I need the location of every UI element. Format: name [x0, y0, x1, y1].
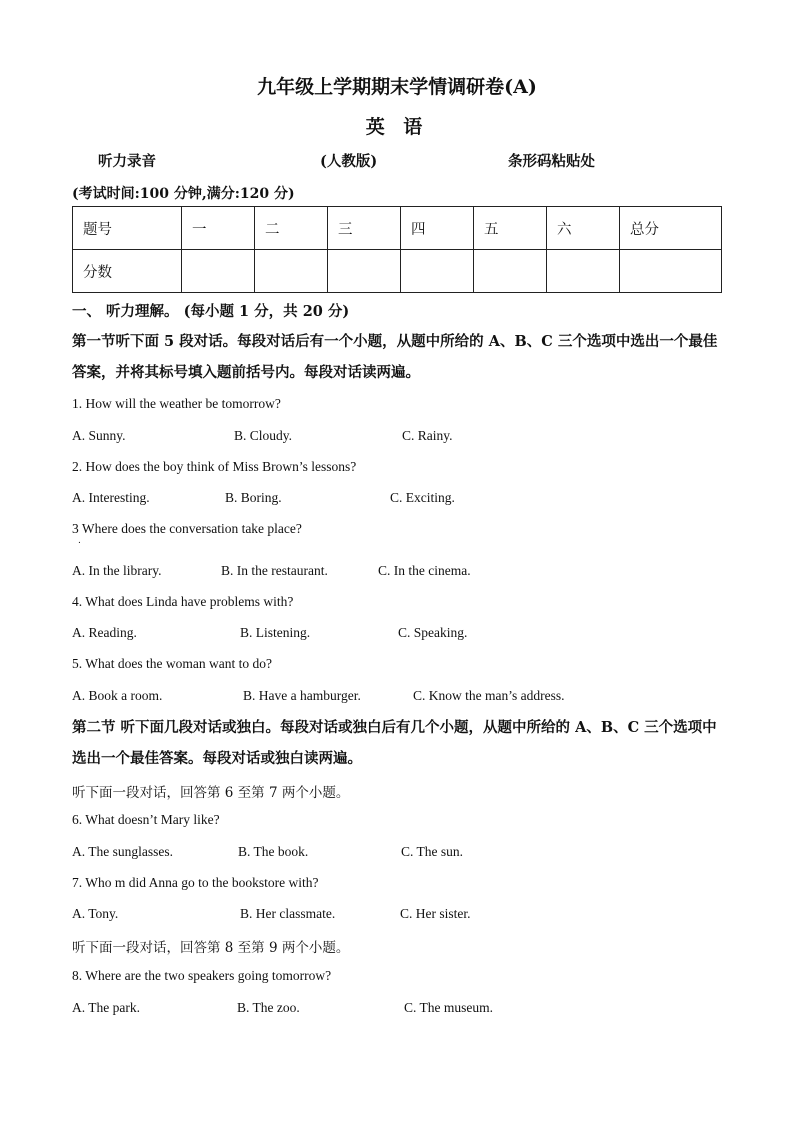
subsection-note: 听下面一段对话，回答第 6 至第 7 两个小题。	[72, 785, 350, 801]
table-cell: 三	[328, 207, 401, 250]
subject-title: 英 语	[365, 116, 429, 138]
option-2b: B. Boring.	[225, 490, 282, 505]
option-3a: A. In the library.	[72, 563, 162, 578]
part2-instruction: 第二节 听下面几段对话或独白。每段对话或独白后有几个小题，从题中所给的 A、B、C 三个选项中选出一个最佳答案。每段对话或独白读两遍。	[72, 719, 717, 767]
score-table	[72, 206, 722, 293]
question-7: 7. Who m did Anna go to the bookstore with?	[72, 875, 319, 890]
edition-label: (人教版)	[320, 153, 378, 170]
table-cell: 题号	[73, 207, 182, 250]
score-input-cell[interactable]	[401, 250, 474, 293]
option-6a: A. The sunglasses.	[72, 844, 173, 859]
option-2c: C. Exciting.	[390, 490, 455, 505]
table-row	[73, 207, 722, 250]
question-5: 5. What does the woman want to do?	[72, 656, 272, 671]
option-5a: A. Book a room.	[72, 688, 163, 703]
option-3c: C. In the cinema.	[378, 563, 471, 578]
table-row	[73, 250, 722, 293]
page-title: 九年级上学期期末学情调研卷(A)	[257, 76, 537, 98]
section-heading: 一、 听力理解。 (每小题 1 分，共 20 分)	[72, 303, 350, 320]
option-8b: B. The zoo.	[237, 1000, 300, 1015]
question-6: 6. What doesn’t Mary like?	[72, 812, 220, 827]
question-1: 1. How will the weather be tomorrow?	[72, 396, 281, 411]
listening-audio-label: 听力录音	[98, 153, 156, 170]
table-cell: 总分	[620, 207, 722, 250]
option-5b: B. Have a hamburger.	[243, 688, 361, 703]
option-4b: B. Listening.	[240, 625, 311, 640]
option-7c: C. Her sister.	[400, 906, 471, 921]
exam-info: (考试时间:100 分钟,满分:120 分)	[72, 186, 295, 202]
option-3b: B. In the restaurant.	[221, 563, 328, 578]
option-8a: A. The park.	[72, 1000, 140, 1015]
option-1a: A. Sunny.	[72, 428, 126, 443]
part1-instruction: 第一节听下面 5 段对话。每段对话后有一个小题，从题中所给的 A、B、C 三个选项中选出一个最佳答案，并将其标号填入题前括号内。每段对话读两遍。	[72, 333, 718, 381]
score-input-cell[interactable]	[182, 250, 255, 293]
subsection-note: 听下面一段对话，回答第 8 至第 9 两个小题。	[72, 940, 350, 956]
question-2: 2. How does the boy think of Miss Brown’s lessons?	[72, 459, 357, 474]
table-cell: 六	[547, 207, 620, 250]
option-5c: C. Know the man’s address.	[413, 688, 565, 703]
option-4a: A. Reading.	[72, 625, 137, 640]
option-7b: B. Her classmate.	[240, 906, 336, 921]
option-1c: C. Rainy.	[402, 428, 453, 443]
question-3: 3 Where does the conversation take place?	[72, 521, 302, 536]
score-input-cell[interactable]	[547, 250, 620, 293]
table-cell: 分数	[73, 250, 182, 293]
question-4: 4. What does Linda have problems with?	[72, 594, 294, 609]
score-input-cell[interactable]	[620, 250, 722, 293]
option-4c: C. Speaking.	[398, 625, 468, 640]
table-cell: 二	[255, 207, 328, 250]
score-input-cell[interactable]	[255, 250, 328, 293]
table-cell: 四	[401, 207, 474, 250]
option-8c: C. The museum.	[404, 1000, 493, 1015]
option-7a: A. Tony.	[72, 906, 119, 921]
score-input-cell[interactable]	[328, 250, 401, 293]
score-input-cell[interactable]	[474, 250, 547, 293]
option-6b: B. The book.	[238, 844, 309, 859]
table-cell: 一	[182, 207, 255, 250]
question-8: 8. Where are the two speakers going tomorrow?	[72, 968, 332, 983]
table-cell: 五	[474, 207, 547, 250]
option-2a: A. Interesting.	[72, 490, 150, 505]
option-1b: B. Cloudy.	[234, 428, 293, 443]
option-6c: C. The sun.	[401, 844, 464, 859]
stray-mark: .	[78, 536, 81, 546]
barcode-label: 条形码粘贴处	[508, 153, 595, 170]
